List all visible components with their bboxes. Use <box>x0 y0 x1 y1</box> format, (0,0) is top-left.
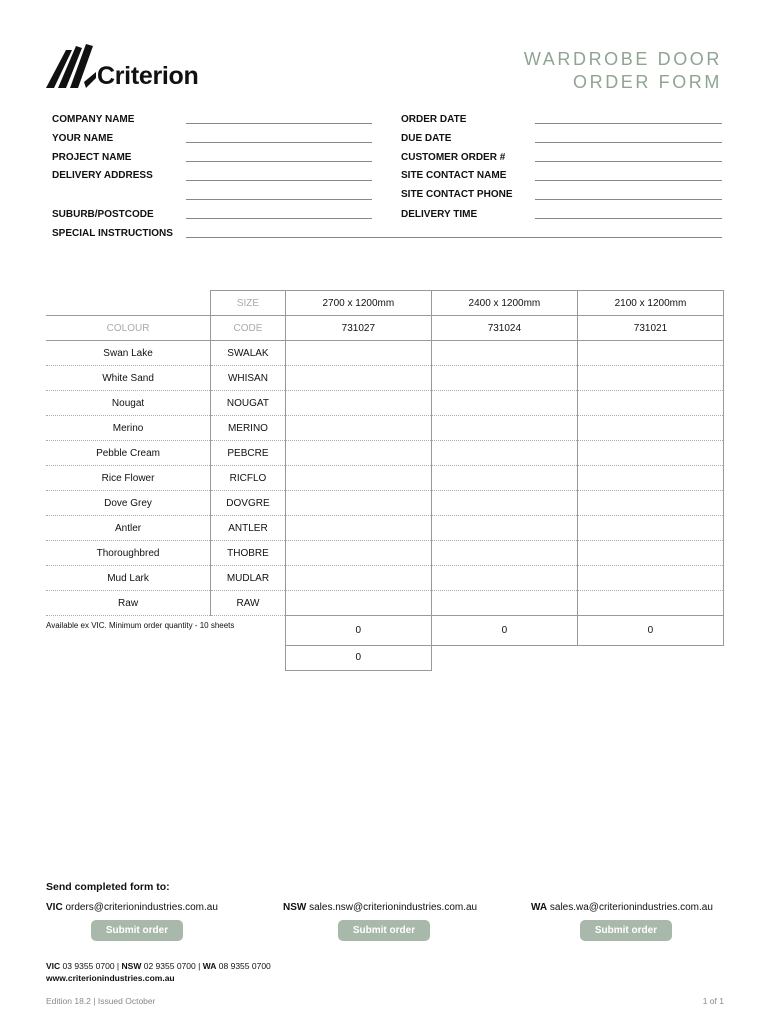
quantity-input-cell[interactable] <box>285 416 431 441</box>
colour-cell: Raw <box>46 591 211 616</box>
nsw-contact-email[interactable]: sales.nsw@criterionindustries.com.au <box>309 902 478 913</box>
delivery-address-label: DELIVERY ADDRESS <box>52 170 153 181</box>
phone-wa: 08 9355 0700 <box>218 961 271 971</box>
quantity-input-cell[interactable] <box>577 441 723 466</box>
grand-total-spacer-right <box>431 645 723 670</box>
customer-order-label: CUSTOMER ORDER # <box>401 152 506 163</box>
grand-total: 0 <box>285 645 431 670</box>
wa-contact <box>531 902 713 913</box>
quantity-input-cell[interactable] <box>285 541 431 566</box>
availability-note: Available ex VIC. Minimum order quantity - 10 sheets <box>46 621 235 630</box>
table-row <box>46 391 724 416</box>
code-cell: DOVGRE <box>211 491 286 516</box>
code-cell: ANTLER <box>211 516 286 541</box>
site-contact-phone-field[interactable] <box>535 199 722 200</box>
quantity-input-cell[interactable] <box>577 416 723 441</box>
site-contact-name-field[interactable] <box>535 180 722 181</box>
quantity-input-cell[interactable] <box>431 391 577 416</box>
quantity-input-cell[interactable] <box>285 366 431 391</box>
code-cell: NOUGAT <box>211 391 286 416</box>
vic-contact-state: VIC <box>46 902 63 913</box>
brand-name: Criterion <box>97 62 199 90</box>
site-contact-phone-label: SITE CONTACT PHONE <box>401 189 513 200</box>
quantity-input-cell[interactable] <box>285 391 431 416</box>
quantity-input-cell[interactable] <box>431 416 577 441</box>
code-header-2100: 731021 <box>577 316 723 341</box>
colour-header-label: COLOUR <box>46 316 211 341</box>
quantity-input-cell[interactable] <box>285 591 431 616</box>
quantity-input-cell[interactable] <box>285 491 431 516</box>
quantity-input-cell[interactable] <box>577 541 723 566</box>
colour-cell: Swan Lake <box>46 341 211 366</box>
customer-order-field[interactable] <box>535 161 722 162</box>
quantity-input-cell[interactable] <box>431 366 577 391</box>
submit-order-vic-button[interactable]: Submit order <box>91 920 183 941</box>
code-cell: RICFLO <box>211 466 286 491</box>
code-header-2700: 731027 <box>285 316 431 341</box>
quantity-input-cell[interactable] <box>577 491 723 516</box>
table-row <box>46 366 724 391</box>
table-code-header-row <box>46 316 724 341</box>
table-row <box>46 516 724 541</box>
quantity-input-cell[interactable] <box>285 566 431 591</box>
company-name-field[interactable] <box>186 123 372 124</box>
submit-order-nsw-button[interactable]: Submit order <box>338 920 430 941</box>
quantity-input-cell[interactable] <box>577 366 723 391</box>
delivery-address-field[interactable] <box>186 180 372 181</box>
suburb-postcode-label: SUBURB/POSTCODE <box>52 209 154 220</box>
quantity-input-cell[interactable] <box>577 516 723 541</box>
form-title-line1: WARDROBE DOOR <box>523 49 722 69</box>
site-contact-name-label: SITE CONTACT NAME <box>401 170 507 181</box>
suburb-postcode-field[interactable] <box>186 218 372 219</box>
code-cell: THOBRE <box>211 541 286 566</box>
delivery-address-field-2[interactable] <box>186 199 372 200</box>
special-instructions-field[interactable] <box>186 237 722 238</box>
order-date-label: ORDER DATE <box>401 114 467 125</box>
quantity-input-cell[interactable] <box>285 441 431 466</box>
size-header-2400: 2400 x 1200mm <box>431 291 577 316</box>
phone-sep-2: | <box>198 961 201 971</box>
colour-cell: Dove Grey <box>46 491 211 516</box>
wa-contact-state: WA <box>531 902 548 913</box>
website[interactable]: www.criterionindustries.com.au <box>46 973 175 983</box>
colour-cell: Merino <box>46 416 211 441</box>
table-row <box>46 566 724 591</box>
quantity-input-cell[interactable] <box>577 341 723 366</box>
size-header-2100: 2100 x 1200mm <box>577 291 723 316</box>
company-name-label: COMPANY NAME <box>52 114 135 125</box>
your-name-label: YOUR NAME <box>52 133 114 144</box>
colour-cell: Mud Lark <box>46 566 211 591</box>
quantity-input-cell[interactable] <box>431 516 577 541</box>
criterion-logo-icon <box>46 42 96 92</box>
totals-row <box>46 616 724 646</box>
code-header-2400: 731024 <box>431 316 577 341</box>
table-corner <box>46 291 211 316</box>
delivery-time-label: DELIVERY TIME <box>401 209 478 220</box>
grand-total-spacer <box>46 645 285 670</box>
phone-line <box>46 961 271 971</box>
colour-cell: Pebble Cream <box>46 441 211 466</box>
wa-contact-email[interactable]: sales.wa@criterionindustries.com.au <box>549 902 713 913</box>
code-cell: WHISAN <box>211 366 286 391</box>
special-instructions-label: SPECIAL INSTRUCTIONS <box>52 228 173 239</box>
brand-logo <box>46 42 246 92</box>
grand-total-row <box>46 645 724 670</box>
order-table <box>46 290 724 671</box>
vic-contact-email[interactable]: orders@criterionindustries.com.au <box>65 902 218 913</box>
quantity-input-cell[interactable] <box>285 341 431 366</box>
quantity-input-cell[interactable] <box>431 341 577 366</box>
table-row <box>46 591 724 616</box>
total-2700: 0 <box>285 616 431 646</box>
quantity-input-cell[interactable] <box>431 466 577 491</box>
your-name-field[interactable] <box>186 142 372 143</box>
phone-nsw-label: NSW <box>121 961 142 971</box>
nsw-contact <box>283 902 477 913</box>
quantity-input-cell[interactable] <box>285 466 431 491</box>
code-cell: MUDLAR <box>211 566 286 591</box>
due-date-label: DUE DATE <box>401 133 452 144</box>
table-row <box>46 416 724 441</box>
phone-vic: 03 9355 0700 <box>62 961 115 971</box>
colour-cell: White Sand <box>46 366 211 391</box>
code-cell: MERINO <box>211 416 286 441</box>
nsw-contact-state: NSW <box>283 902 307 913</box>
quantity-input-cell[interactable] <box>577 466 723 491</box>
code-cell: PEBCRE <box>211 441 286 466</box>
total-2100: 0 <box>577 616 723 646</box>
phone-wa-label: WA <box>202 961 217 971</box>
send-heading: Send completed form to: <box>46 881 170 893</box>
phone-vic-label: VIC <box>46 961 61 971</box>
delivery-time-field[interactable] <box>535 218 722 219</box>
project-name-label: PROJECT NAME <box>52 152 132 163</box>
phone-sep-1: | <box>116 961 120 971</box>
table-row <box>46 341 724 366</box>
project-name-field[interactable] <box>186 161 372 162</box>
table-row <box>46 466 724 491</box>
code-cell: SWALAK <box>211 341 286 366</box>
table-row <box>46 491 724 516</box>
colour-cell: Nougat <box>46 391 211 416</box>
colour-cell: Rice Flower <box>46 466 211 491</box>
form-title-line2: ORDER FORM <box>573 72 722 92</box>
quantity-input-cell[interactable] <box>577 391 723 416</box>
quantity-input-cell[interactable] <box>285 516 431 541</box>
colour-cell: Antler <box>46 516 211 541</box>
due-date-field[interactable] <box>535 142 722 143</box>
quantity-input-cell[interactable] <box>431 541 577 566</box>
submit-order-wa-button[interactable]: Submit order <box>580 920 672 941</box>
total-2400: 0 <box>431 616 577 646</box>
code-header-label: CODE <box>211 316 286 341</box>
form-title <box>524 48 722 94</box>
table-row <box>46 441 724 466</box>
table-row <box>46 541 724 566</box>
phone-nsw: 02 9355 0700 <box>143 961 196 971</box>
table-rows <box>46 341 724 616</box>
quantity-input-cell[interactable] <box>431 566 577 591</box>
vic-contact <box>46 902 218 913</box>
quantity-input-cell[interactable] <box>431 491 577 516</box>
table-size-header-row <box>46 291 724 316</box>
size-header-label: SIZE <box>211 291 286 316</box>
edition-text: Edition 18.2 | Issued October <box>46 996 156 1006</box>
quantity-input-cell[interactable] <box>431 441 577 466</box>
order-date-field[interactable] <box>535 123 722 124</box>
code-cell: RAW <box>211 591 286 616</box>
page-number: 1 of 1 <box>702 996 724 1006</box>
quantity-input-cell[interactable] <box>431 591 577 616</box>
quantity-input-cell[interactable] <box>577 591 723 616</box>
size-header-2700: 2700 x 1200mm <box>285 291 431 316</box>
colour-cell: Thoroughbred <box>46 541 211 566</box>
quantity-input-cell[interactable] <box>577 566 723 591</box>
